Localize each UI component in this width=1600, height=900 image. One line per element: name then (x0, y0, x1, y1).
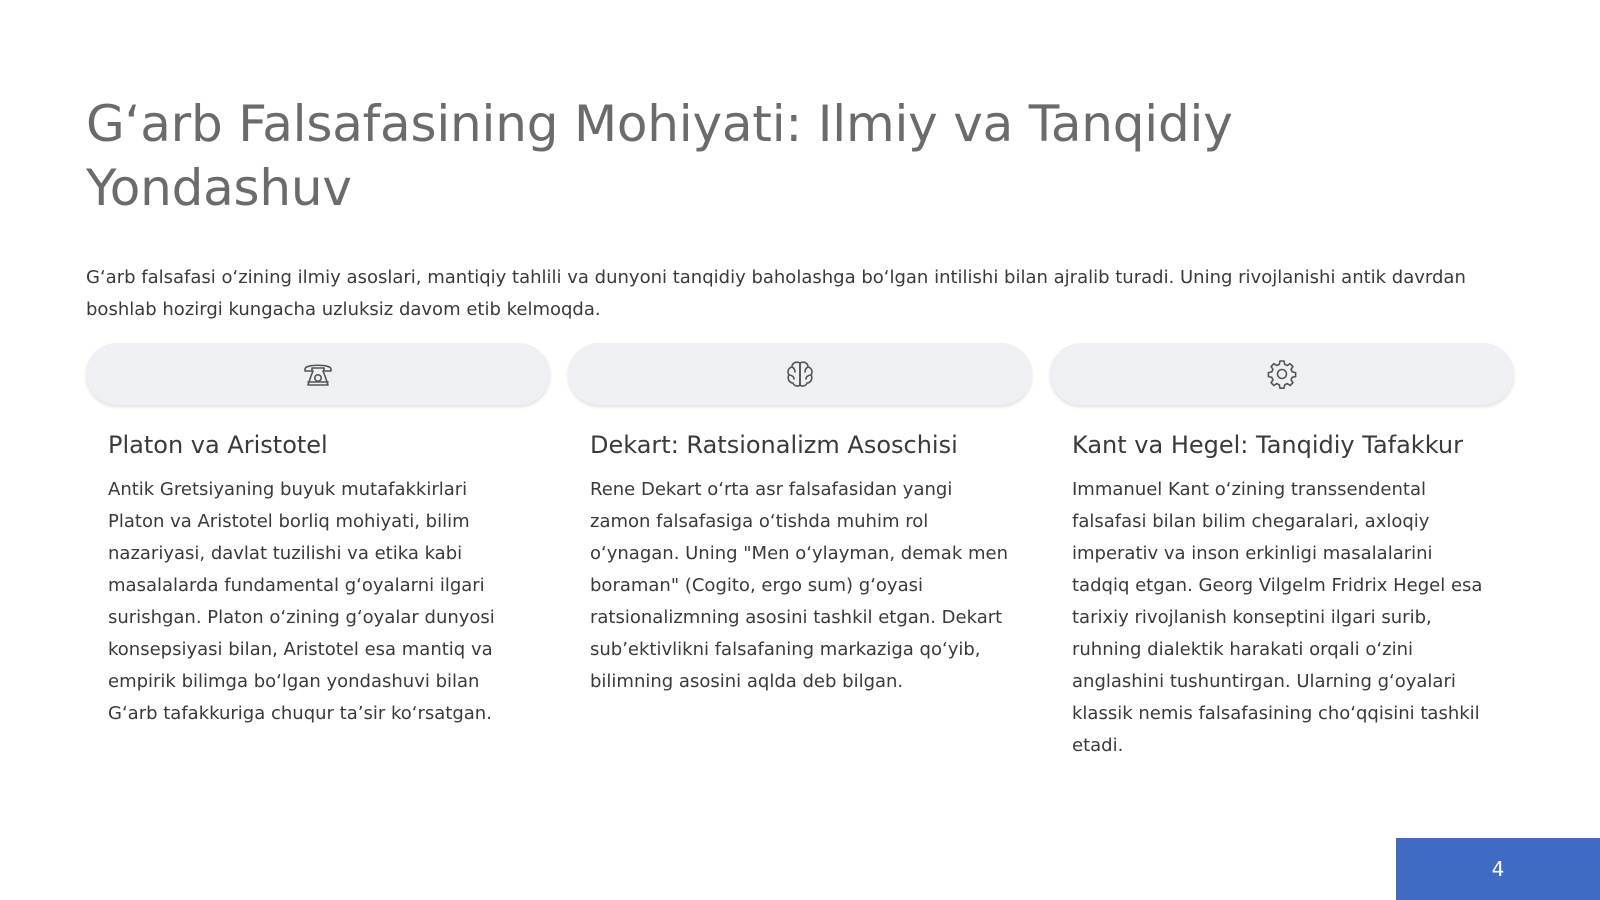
icon-bar (86, 343, 550, 405)
slide-intro: G‘arb falsafasi o‘zining ilmiy asoslari, mantiqiy tahlili va dunyoni tanqidiy baholashga bo‘lgan intilishi bilan ajralib turadi. Uning rivojlanishi antik davrdan boshlab hozirgi kungacha uzluksiz davom etib kelmoqda. (86, 267, 1466, 320)
slide-title: G‘arb Falsafasining Mohiyati: Ilmiy va Tanqidiy Yondashuv (86, 95, 1233, 217)
gear-icon (1266, 358, 1298, 390)
icon-bar (1050, 343, 1514, 405)
column-title: Kant va Hegel: Tanqidiy Tafakkur (1072, 431, 1463, 459)
column-platon-aristotel (86, 343, 550, 730)
icon-bar (568, 343, 1032, 405)
telephone-icon (302, 358, 334, 390)
column-text: Rene Dekart o‘rta asr falsafasidan yangi zamon falsafasiga o‘tishda muhim rol o‘ynagan. Uning "Men o‘ylayman, demak men boraman" (Cogito, ergo sum) g‘oyasi ratsionalizmning asosini tashkil etgan. Dekart sub’ektivlikni falsafaning markaziga qo‘yib, bilimning asosini aqlda deb bilgan. (590, 479, 1008, 692)
column-text: Antik Gretsiyaning buyuk mutafakkirlari Platon va Aristotel borliq mohiyati, bilim nazariyasi, davlat tuzilishi va etika kabi masalalarda fundamental g‘oyalarni ilgari surishgan. Platon o‘zining g‘oyalar dunyosi konsepsiyasi bilan, Aristotel esa mantiq va empirik bilimga bo‘lgan yondashuvi bilan G‘arb tafakkuriga chuqur ta’sir ko‘rsatgan. (108, 479, 495, 724)
column-dekart (568, 343, 1032, 698)
column-title: Platon va Aristotel (108, 431, 328, 459)
column-text: Immanuel Kant o‘zining transsendental falsafasi bilan bilim chegaralari, axloqiy imperativ va inson erkinligi masalalarini tadqiq etgan. Georg Vilgelm Fridrix Hegel esa tarixiy rivojlanish konseptini ilgari surib, ruhning dialektik harakati orqali o‘zini anglashini tushuntirgan. Ularning g‘oyalari klassik nemis falsafasining cho‘qqisini tashkil etadi. (1072, 479, 1483, 756)
brain-icon (784, 358, 816, 390)
column-title: Dekart: Ratsionalizm Asoschisi (590, 431, 958, 459)
column-kant-hegel (1050, 343, 1514, 762)
page-number-badge: 4 (1396, 838, 1600, 900)
